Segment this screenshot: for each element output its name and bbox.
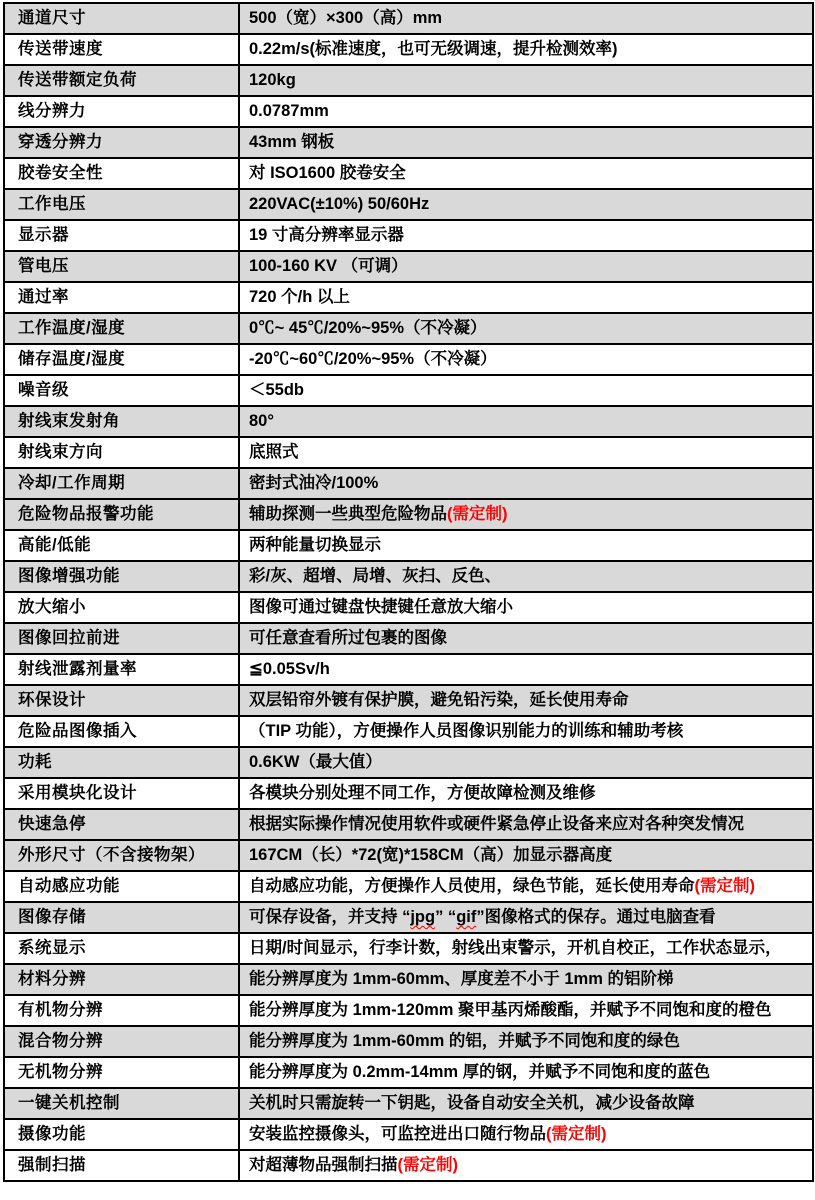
spec-value-text: 19 寸高分辨率显示器 — [249, 226, 404, 244]
table-row — [4, 437, 813, 468]
table-row — [4, 654, 813, 685]
spec-value-text: 43mm 钢板 — [249, 133, 335, 151]
spec-value — [239, 499, 813, 530]
spec-value-text: 双层铅帘外镀有保护膜，避免铅污染，延长使用寿命 — [249, 691, 629, 709]
table-row — [4, 840, 813, 871]
spec-value-text: 对 ISO1600 胶卷安全 — [249, 164, 406, 182]
spec-value-text: gif — [456, 908, 477, 926]
table-row — [4, 251, 813, 282]
spec-label: 传送带额定负荷 — [4, 65, 239, 96]
table-row — [4, 220, 813, 251]
table-row — [4, 468, 813, 499]
table-row — [4, 623, 813, 654]
table-row — [4, 282, 813, 313]
spec-value-text: 自动感应功能，方便操作人员使用，绿色节能，延长使用寿命 — [249, 877, 695, 895]
spec-value — [239, 344, 813, 375]
spec-value — [239, 158, 813, 189]
spec-value-text: ＜55db — [249, 381, 305, 399]
spec-value-text: 根据实际操作情况使用软件或硬件紧急停止设备来应对各种突发情况 — [249, 815, 744, 833]
spec-value — [239, 65, 813, 96]
spec-value — [239, 685, 813, 716]
spec-value-text: 220VAC(±10%) 50/60Hz — [249, 195, 430, 213]
spec-label: 冷却/工作周期 — [4, 468, 239, 499]
spec-label: 危险品图像插入 — [4, 716, 239, 747]
table-row — [4, 933, 813, 964]
spec-value — [239, 778, 813, 809]
spec-value-text: 两种能量切换显示 — [249, 536, 381, 554]
spec-value-text: 0.22m/s(标准速度，也可无级调速，提升检测效率) — [249, 40, 618, 58]
spec-label: 强制扫描 — [4, 1150, 239, 1181]
spec-label: 系统显示 — [4, 933, 239, 964]
spec-value — [239, 375, 813, 406]
spec-label: 工作电压 — [4, 189, 239, 220]
table-row — [4, 685, 813, 716]
spec-value-text: 可保存设备，并支持 “ — [249, 908, 411, 926]
spec-value — [239, 437, 813, 468]
spec-label: 射线束方向 — [4, 437, 239, 468]
spec-label: 射线束发射角 — [4, 406, 239, 437]
spec-label: 图像回拉前进 — [4, 623, 239, 654]
spec-label: 高能/低能 — [4, 530, 239, 561]
spec-value-text: ”图像格式的保存。通过电脑查看 — [476, 908, 716, 926]
spec-value — [239, 871, 813, 902]
spec-value — [239, 3, 813, 34]
table-row — [4, 34, 813, 65]
spec-label: 功耗 — [4, 747, 239, 778]
spec-label: 通道尺寸 — [4, 3, 239, 34]
spec-value-text: 0℃~ 45℃/20%~95%（不冷凝） — [249, 319, 487, 337]
table-row — [4, 561, 813, 592]
spec-label: 外形尺寸（不含接物架） — [4, 840, 239, 871]
table-row — [4, 313, 813, 344]
spec-value — [239, 96, 813, 127]
spec-label: 一键关机控制 — [4, 1088, 239, 1119]
spec-value-text: 日期/时间显示，行李计数，射线出束警示，开机自校正，工作状态显示， — [249, 939, 782, 957]
spec-value — [239, 809, 813, 840]
spec-value — [239, 406, 813, 437]
custom-required-note: (需定制) — [546, 1125, 607, 1143]
spec-value-text: 500（宽）×300（高）mm — [249, 9, 443, 27]
table-row — [4, 1119, 813, 1150]
spec-value-text: 安装监控摄像头，可监控进出口随行物品 — [249, 1125, 546, 1143]
spec-label: 工作温度/湿度 — [4, 313, 239, 344]
spec-label: 射线泄露剂量率 — [4, 654, 239, 685]
spec-value-text: 对超薄物品强制扫描 — [249, 1156, 398, 1174]
spec-value — [239, 1119, 813, 1150]
spec-label: 环保设计 — [4, 685, 239, 716]
table-row — [4, 1088, 813, 1119]
spec-label: 采用模块化设计 — [4, 778, 239, 809]
spec-value-text: 密封式油冷/100% — [249, 474, 379, 492]
spec-value-text: 辅助探测一些典型危险物品 — [249, 505, 447, 523]
table-row — [4, 1057, 813, 1088]
spec-label: 噪音级 — [4, 375, 239, 406]
table-row — [4, 809, 813, 840]
spec-label: 线分辨力 — [4, 96, 239, 127]
table-row — [4, 995, 813, 1026]
spec-value — [239, 1088, 813, 1119]
spec-value-text: （TIP 功能），方便操作人员图像识别能力的训练和辅助考核 — [249, 722, 684, 740]
spec-label: 传送带速度 — [4, 34, 239, 65]
spec-value — [239, 716, 813, 747]
spec-label: 图像增强功能 — [4, 561, 239, 592]
table-row — [4, 96, 813, 127]
custom-required-note: (需定制) — [447, 505, 508, 523]
custom-required-note: (需定制) — [694, 877, 755, 895]
spec-value-text: 0.6KW（最大值） — [249, 753, 382, 771]
spec-label: 管电压 — [4, 251, 239, 282]
spec-value — [239, 840, 813, 871]
spec-value — [239, 127, 813, 158]
spec-value — [239, 251, 813, 282]
table-row — [4, 406, 813, 437]
spec-value — [239, 995, 813, 1026]
spec-value — [239, 592, 813, 623]
spec-value — [239, 468, 813, 499]
spec-value-text: 167CM（长）*72(宽)*158CM（高）加显示器高度 — [249, 846, 613, 864]
table-row — [4, 530, 813, 561]
table-row — [4, 747, 813, 778]
spec-value — [239, 1026, 813, 1057]
spec-value-text: 720 个/h 以上 — [249, 288, 350, 306]
spec-label: 危险物品报警功能 — [4, 499, 239, 530]
spec-value-text: 各模块分别处理不同工作，方便故障检测及维修 — [249, 784, 596, 802]
spec-value-text: 120kg — [249, 71, 296, 89]
spec-value-text: 能分辨厚度为 1mm-120mm 聚甲基丙烯酸酯，并赋予不同饱和度的橙色 — [249, 1001, 772, 1019]
spec-value-text: 100-160 KV （可调） — [249, 257, 408, 275]
spec-label: 放大缩小 — [4, 592, 239, 623]
spec-value-text: jpg — [410, 908, 436, 926]
spec-label: 有机物分辨 — [4, 995, 239, 1026]
spec-label: 穿透分辨力 — [4, 127, 239, 158]
spec-value-text: 关机时只需旋转一下钥匙，设备自动安全关机，减少设备故障 — [249, 1094, 695, 1112]
table-row — [4, 964, 813, 995]
table-row — [4, 716, 813, 747]
spec-value-text: 0.0787mm — [249, 102, 329, 120]
spec-value — [239, 189, 813, 220]
spec-label: 摄像功能 — [4, 1119, 239, 1150]
spec-label: 储存温度/湿度 — [4, 344, 239, 375]
table-row — [4, 778, 813, 809]
custom-required-note: (需定制) — [397, 1156, 458, 1174]
table-row — [4, 375, 813, 406]
spec-value-text: 能分辨厚度为 1mm-60mm 的铝，并赋予不同饱和度的绿色 — [249, 1032, 680, 1050]
spec-value — [239, 902, 813, 933]
table-row — [4, 127, 813, 158]
spec-value — [239, 933, 813, 964]
table-row — [4, 158, 813, 189]
spec-value-text: 图像可通过键盘快捷键任意放大缩小 — [249, 598, 513, 616]
table-row — [4, 902, 813, 933]
spec-label: 通过率 — [4, 282, 239, 313]
spec-value-text: 能分辨厚度为 0.2mm-14mm 厚的钢，并赋予不同饱和度的蓝色 — [249, 1063, 711, 1081]
spec-value — [239, 561, 813, 592]
spec-value — [239, 282, 813, 313]
table-row — [4, 592, 813, 623]
spec-value — [239, 530, 813, 561]
table-row — [4, 189, 813, 220]
spec-label: 无机物分辨 — [4, 1057, 239, 1088]
table-row — [4, 65, 813, 96]
spec-value — [239, 964, 813, 995]
spec-value-text: 80° — [249, 412, 274, 430]
spec-value-text: ” “ — [435, 908, 457, 926]
spec-value — [239, 1150, 813, 1181]
spec-table — [3, 2, 814, 1182]
spec-value — [239, 313, 813, 344]
spec-value — [239, 747, 813, 778]
spec-value-text: -20℃~60℃/20%~95%（不冷凝） — [249, 350, 497, 368]
spec-value — [239, 623, 813, 654]
spec-value — [239, 1057, 813, 1088]
spec-label: 快速急停 — [4, 809, 239, 840]
spec-label: 材料分辨 — [4, 964, 239, 995]
spec-label: 显示器 — [4, 220, 239, 251]
spec-value — [239, 34, 813, 65]
table-row — [4, 344, 813, 375]
spec-label: 自动感应功能 — [4, 871, 239, 902]
spec-label: 胶卷安全性 — [4, 158, 239, 189]
spec-table-body — [4, 3, 813, 1181]
table-row — [4, 3, 813, 34]
spec-value-text: 能分辨厚度为 1mm-60mm、厚度差不小于 1mm 的铝阶梯 — [249, 970, 674, 988]
spec-label: 图像存储 — [4, 902, 239, 933]
spec-value — [239, 654, 813, 685]
spec-label: 混合物分辨 — [4, 1026, 239, 1057]
table-row — [4, 1026, 813, 1057]
table-row — [4, 1150, 813, 1181]
table-row — [4, 499, 813, 530]
spec-value-text: 底照式 — [249, 443, 299, 461]
spec-value-text: ≦0.05Sv/h — [249, 660, 330, 678]
spec-value-text: 可任意查看所过包裹的图像 — [249, 629, 447, 647]
spec-value — [239, 220, 813, 251]
spec-value-text: 彩/灰、超增、局增、灰扫、反色、 — [249, 567, 502, 585]
table-row — [4, 871, 813, 902]
